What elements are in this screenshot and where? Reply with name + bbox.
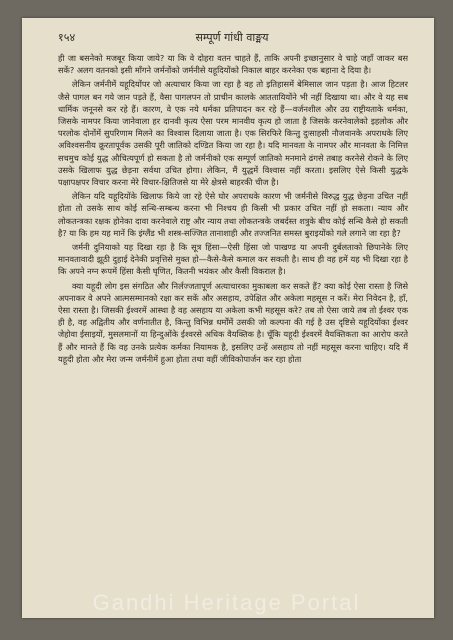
page-header (58, 30, 406, 46)
page-number: १५४ (58, 31, 76, 44)
paragraph-2: लेकिन जर्मनीमें यहूदियोंपर जो अत्याचार किया जा रहा है वह तो इतिहासमें बेमिसाल जान पड़ता है। आज हिटलर जैसे पागल बन गये जान पड़ते हैं, वैसा पागलपन तो प्राचीन कालके आततायियोंने भी नहीं दिखाया था। और वे यह सब धार्मिक जनूनसे कर रहे हैं। कारण, वे एक नये धर्मका प्रतिपादन कर रहे हैं—वर्जनशील और उग्र राष्ट्रीयताके धर्मका, जिसके नामपर किया जानेवाला हर दानवी कृत्य ऐसा परम मानवीय कृत्य हो जाता है जिसके करनेवालेको इहलोक और परलोक दोनोंमें सुपरिणाम मिलने का विश्वास दिलाया जाता है। एक सिरफिरे किन्तु दुःसाहसी नौजवानके अपराधके लिए अविश्वसनीय क्रूरतापूर्वक उसकी पूरी जातिको दण्डित किया जा रहा है। यदि मानवता के नामपर और मानवता के निमित्त सचमुच कोई युद्ध औचित्यपूर्ण हो सकता है तो जर्मनीको एक सम्पूर्ण जातिको मनमाने ढंगसे तबाह करनेसे रोकने के लिए उसके खिलाफ युद्ध छेड़ना सर्वथा उचित होगा। लेकिन, मैं युद्धमें विश्वास नहीं करता। इसलिए ऐसे किसी युद्धके पक्षापक्षपर विचार करना मेरे विचार-क्षितिजसे या मेरे क्षेत्रसे बाहरकी चीज है। (58, 79, 408, 188)
paragraph-4: जर्मनी दुनियाको यह दिखा रहा है कि सूत्र हिंसा—ऐसी हिंसा जो पाखण्ड या अपनी दुर्बलताको छिपानेके लिए मानवतावादी झूठी दुहाई देनेकी प्रवृत्तिसे मुक्त हो—कैसे-कैसे कमाल कर सकती है। साथ ही वह हमें यह भी दिखा रहा है कि अपने नग्न रूपमें हिंसा कैसी घृणित, कितनी भयंकर और कैसी विकराल है। (58, 242, 408, 277)
watermark-text: Gandhi Heritage Portal (92, 590, 361, 615)
paragraph-3: लेकिन यदि यहूदियोंके खिलाफ किये जा रहे ऐसे घोर अपराधके कारण भी जर्मनीसे विरुद्ध युद्ध छेड़ना उचित नहीं होता तो उसके साथ कोई सन्धि-सम्बन्ध करना भी निश्चय ही किसी भी प्रकार उचित नहीं हो सकता। न्याय और लोकतन्त्रका रक्षक होनेका दावा करनेवाले राष्ट्र और न्याय तथा लोकतन्त्रके जबर्दस्त शत्रुके बीच कोई सन्धि कैसे हो सकती है? या कि हम यह मानें कि इंग्लैंड भी शस्त्र-सज्जित तानाशाही और तज्जनित समस्त बुराइयोंको गले लगाने जा रहा है? (58, 191, 408, 238)
body-text (58, 52, 408, 584)
book-title: सम्पूर्ण गांधी वाङ्मय (195, 31, 269, 44)
paragraph-1: ही जा बसनेको मजबूर किया जाये? या कि वे दोहरा वतन चाहते हैं, ताकि अपनी इच्छानुसार वे चाहे जहाँ जाकर बस सकें? अलग वतनको इसी माँगने जर्मनोंको जर्मनीसे यहूदियोंको निकाल बाहर करनेका एक बहाना दे दिया है। (58, 53, 408, 76)
book-page (22, 18, 434, 618)
paragraph-5: क्या यहूदी लोग इस संगठित और निर्लज्जतापूर्ण अत्याचारका मुकाबला कर सकते हैं? क्या कोई ऐसा रास्ता है जिसे अपनाकर वे अपने आत्मसम्मानको रक्षा कर सकें और असहाय, उपेक्षित और अकेला महसूस न करें। मेरा निवेदन है, हाँ, ऐसा रास्ता है। जिसकी ईश्वरमें आस्था है वह असहाय या अकेला कभी महसूस करे? तब तो ऐसा जाये तब तो ईश्वर एक ही है, वह अद्वितीय और वर्णनातीत है, किन्तु विभिन्न धर्मोंमें उसकी जो कल्पना की गई है उस दृष्टिसे यहूदियोंका ईश्वर जेहोवा ईसाइयों, मुसलमानों या हिन्दुओंके ईश्वरसे अधिक वैयक्तिक है। चूँकि यहूदी ईश्वरमें वैयक्तिकता का आरोप करते हैं और मानते हैं कि वह उनके प्रत्येक कर्मका नियामक है, इसलिए उन्हें असहाय तो नहीं महसूस करना चाहिए। यदि मैं यहूदी होता और मेरा जन्म जर्मनीमें हुआ होता तथा वहीं जीविकोपार्जन कर रहा होता (58, 280, 408, 364)
